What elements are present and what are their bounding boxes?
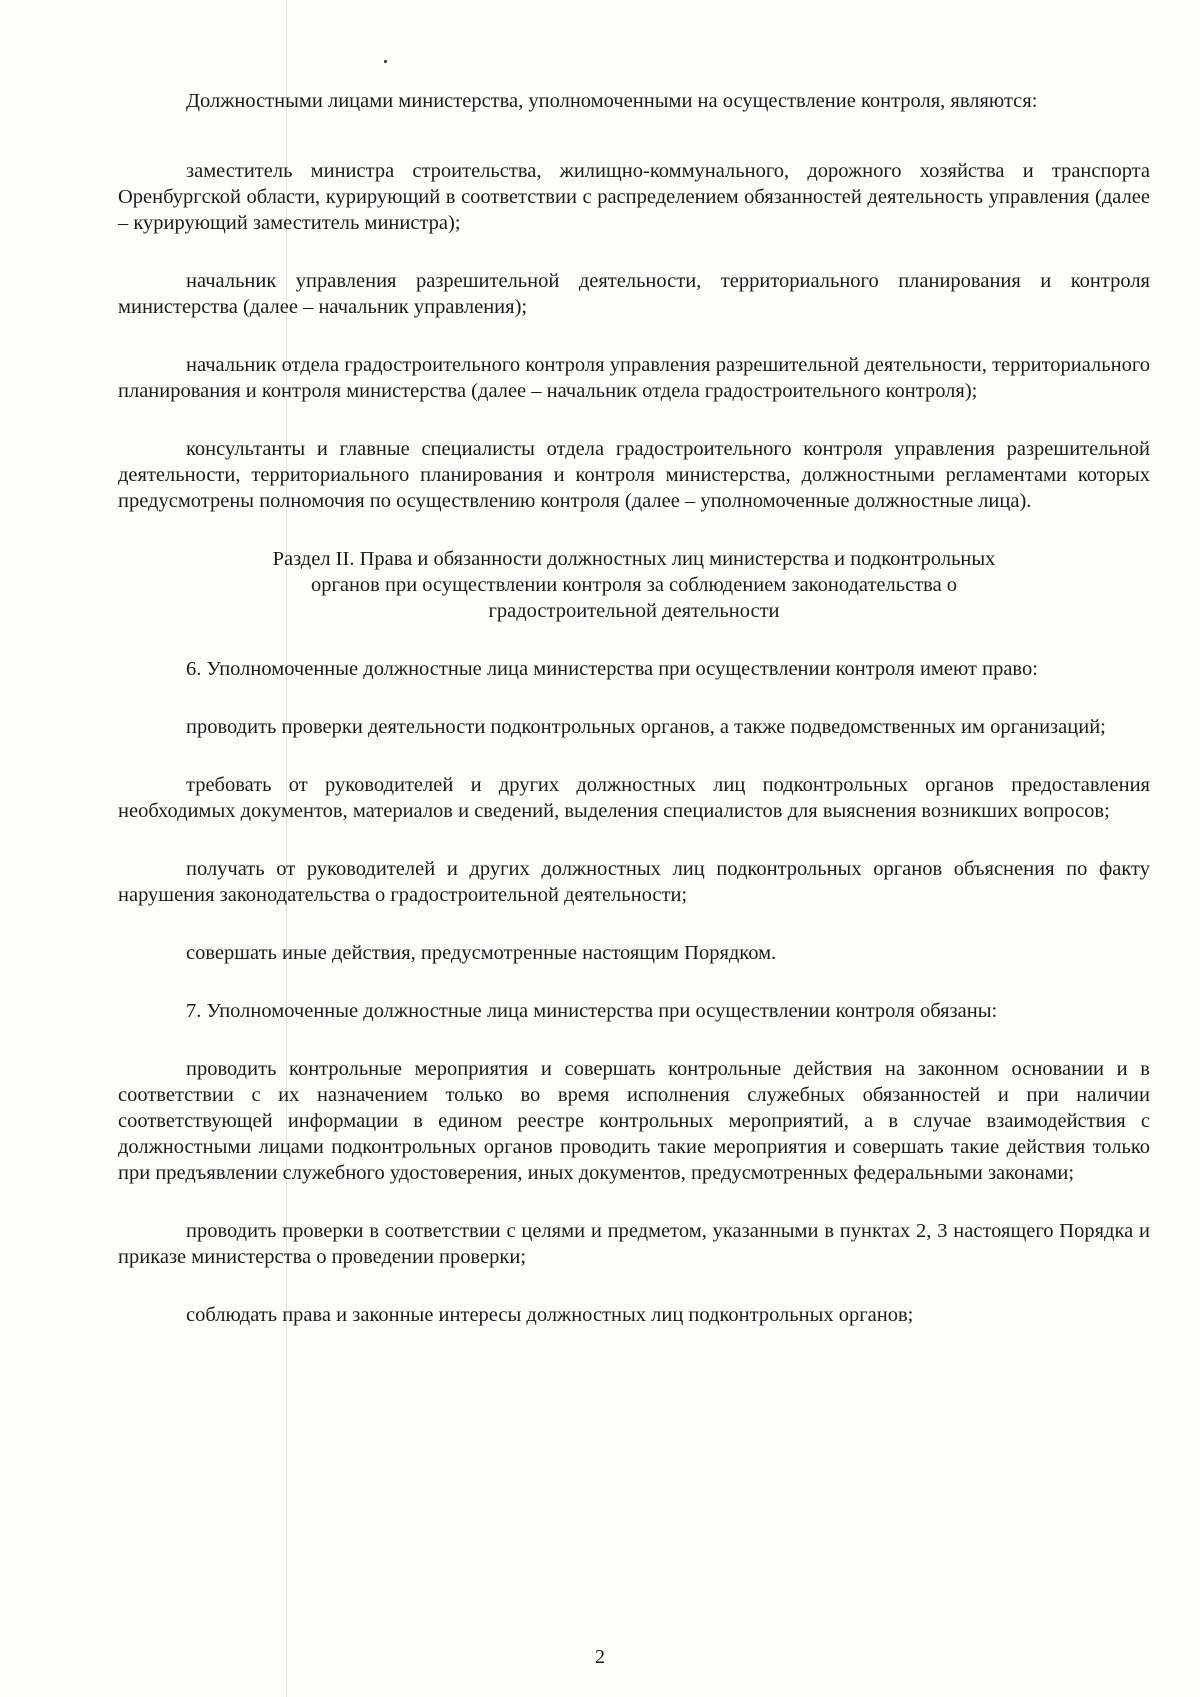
paragraph-right-other-actions: совершать иные действия, предусмотренные настоящим Порядком. <box>186 942 777 964</box>
paragraph-duty-legal-basis: проводить контрольные мероприятия и совершать контрольные действия на законном основании и в соответствии с их назначением только во время исполнения служебных обязанностей и при наличии соответствующей информации в едином реестре контрольных мероприятий, а в случае взаимодействия с должностными лицами подконтрольных органов проводить такие мероприятия и совершать такие действия только при предъявлении служебного удостоверения, иных документов, предусмотренных федеральными законами; <box>118 1058 1150 1184</box>
paragraph-officials-intro: Должностными лицами министерства, уполномоченными на осуществление контроля, являются: <box>186 90 1038 112</box>
paragraph-deputy-minister: заместитель министра строительства, жилищно-коммунального, дорожного хозяйства и транспорта Оренбургской области, курирующий в соответствии с распределением обязанностей деятельность управления (далее – курирующий заместитель министра); <box>118 160 1150 234</box>
paragraph-head-of-department: начальник управления разрешительной деятельности, территориального планирования и контроля министерства (далее – начальник управления); <box>118 270 1150 318</box>
paragraph-item-6: 6. Уполномоченные должностные лица министерства при осуществлении контроля имеют право: <box>186 658 1038 680</box>
paragraph-right-inspections: проводить проверки деятельности подконтрольных органов, а также подведомственных им организаций; <box>186 716 1106 738</box>
document-body <box>118 80 1150 1328</box>
paragraph-item-7: 7. Уполномоченные должностные лица министерства при осуществлении контроля обязаны: <box>186 1000 998 1022</box>
section-title: Раздел II. Права и обязанности должностных лиц министерства и подконтрольных органов при осуществлении контроля за соблюдением законодательства о градостроительной деятельности <box>272 548 996 622</box>
paragraph-duty-rights: соблюдать права и законные интересы должностных лиц подконтрольных органов; <box>186 1304 914 1326</box>
page-number: 2 <box>595 1646 605 1668</box>
paragraph-right-request-documents: требовать от руководителей и других должностных лиц подконтрольных органов предоставления необходимых документов, материалов и сведений, выделения специалистов для выяснения возникших вопросов; <box>118 774 1150 822</box>
paragraph-right-explanations: получать от руководителей и других должностных лиц подконтрольных органов объяснения по факту нарушения законодательства о градостроительной деятельности; <box>118 858 1150 906</box>
paragraph-consultants: консультанты и главные специалисты отдела градостроительного контроля управления разрешительной деятельности, территориального планирования и контроля министерства, должностными регламентами которых предусмотрены полномочия по осуществлению контроля (далее – уполномоченные должностные лица). <box>118 438 1150 512</box>
scan-speck <box>384 60 387 63</box>
paragraph-duty-goals: проводить проверки в соответствии с целями и предметом, указанными в пунктах 2, 3 настоящего Порядка и приказе министерства о проведении проверки; <box>118 1220 1150 1268</box>
paragraph-head-of-division: начальник отдела градостроительного контроля управления разрешительной деятельности, территориального планирования и контроля министерства (далее – начальник отдела градостроительного контроля); <box>118 354 1150 402</box>
